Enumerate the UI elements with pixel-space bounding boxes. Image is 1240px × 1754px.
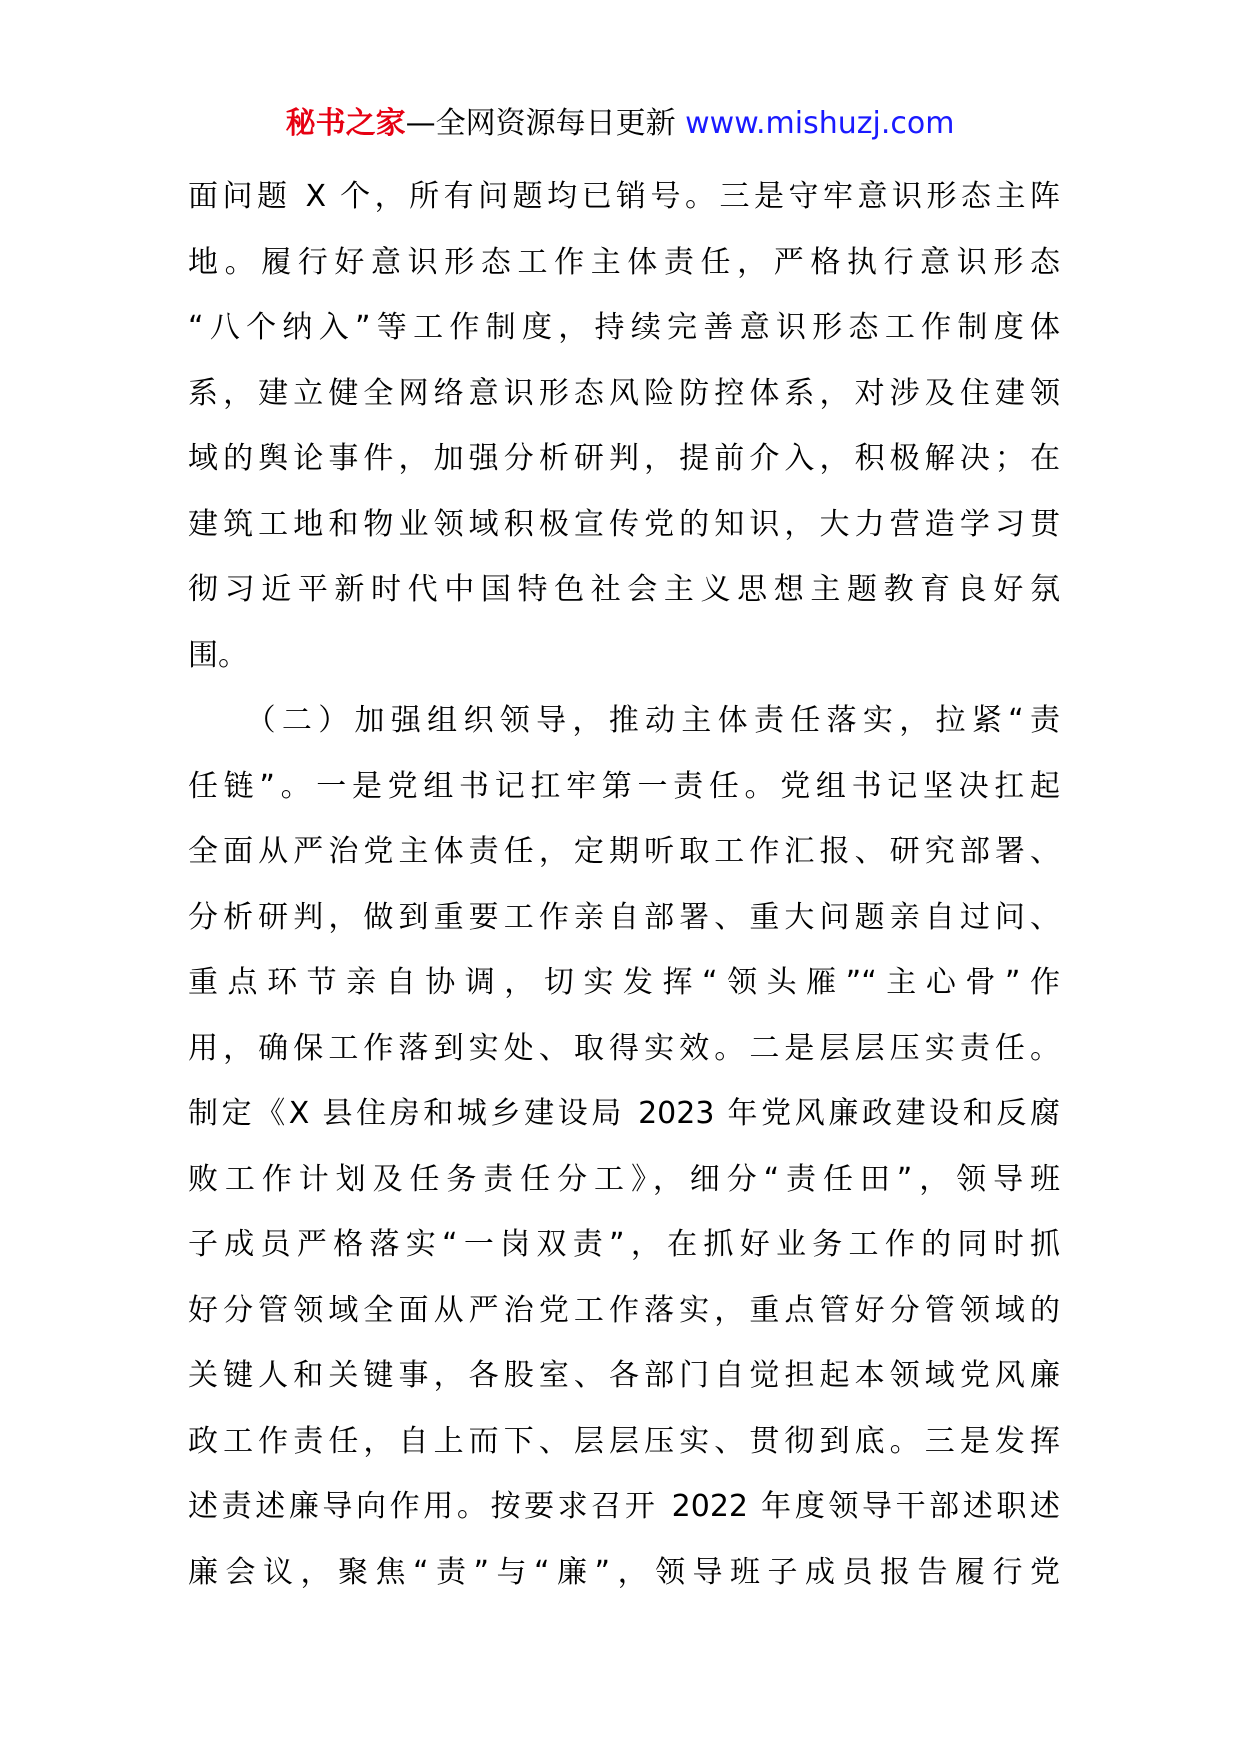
text-line: 域的舆论事件，加强分析研判，提前介入，积极解决；在 [188, 441, 1060, 476]
document-body [188, 164, 1060, 1605]
text-line: 建筑工地和物业领域积极宣传党的知识，大力营造学习贯 [188, 506, 1060, 542]
text-line: 任链”。一是党组书记扛牢第一责任。党组书记坚决扛起 [188, 768, 1060, 804]
text-line: 地。履行好意识形态工作主体责任，严格执行意识形态 [188, 244, 1060, 280]
text-line: 系，建立健全网络意识形态风险防控体系，对涉及住建领 [188, 375, 1060, 411]
text-line: 用，确保工作落到实处、取得实效。二是层层压实责任。 [188, 1030, 1060, 1066]
site-slogan: —全网资源每日更新 [405, 106, 686, 141]
text-line: 关键人和关键事，各股室、各部门自觉担起本领域党风廉 [188, 1358, 1060, 1393]
text-line: “八个纳入”等工作制度，持续完善意识形态工作制度体 [188, 310, 1060, 345]
text-line: 制定《X 县住房和城乡建设局 2023 年党风廉政建设和反腐 [188, 1096, 1060, 1131]
site-url-link[interactable]: www.mishuzj.com [685, 106, 955, 141]
text-line: 彻习近平新时代中国特色社会主义思想主题教育良好氛 [188, 572, 1060, 607]
text-line: 述责述廉导向作用。按要求召开 2022 年度领导干部述职述 [188, 1489, 1060, 1524]
text-line: 政工作责任，自上而下、层层压实、贯彻到底。三是发挥 [188, 1423, 1060, 1459]
text-line: 败工作计划及任务责任分工》，细分“责任田”，领导班 [188, 1161, 1060, 1197]
text-line: 廉会议，聚焦“责”与“廉”，领导班子成员报告履行党 [188, 1554, 1060, 1590]
text-line: 面问题 X 个，所有问题均已销号。三是守牢意识形态主阵 [188, 179, 1060, 214]
text-line: 好分管领域全面从严治党工作落实，重点管好分管领域的 [188, 1292, 1060, 1328]
text-line: 全面从严治党主体责任，定期听取工作汇报、研究部署、 [188, 834, 1060, 869]
site-watermark-header [0, 102, 1240, 146]
section-heading-line: （二）加强组织领导，推动主体责任落实，拉紧“责 [188, 703, 1060, 738]
text-line: 子成员严格落实“一岗双责”，在抓好业务工作的同时抓 [188, 1227, 1060, 1262]
text-line: 重点环节亲自协调，切实发挥“领头雁”“主心骨”作 [188, 965, 1060, 1000]
text-line: 分析研判，做到重要工作亲自部署、重大问题亲自过问、 [188, 899, 1060, 935]
site-brand-name: 秘书之家 [285, 106, 406, 141]
paragraph-end-line: 围。 [188, 637, 248, 673]
